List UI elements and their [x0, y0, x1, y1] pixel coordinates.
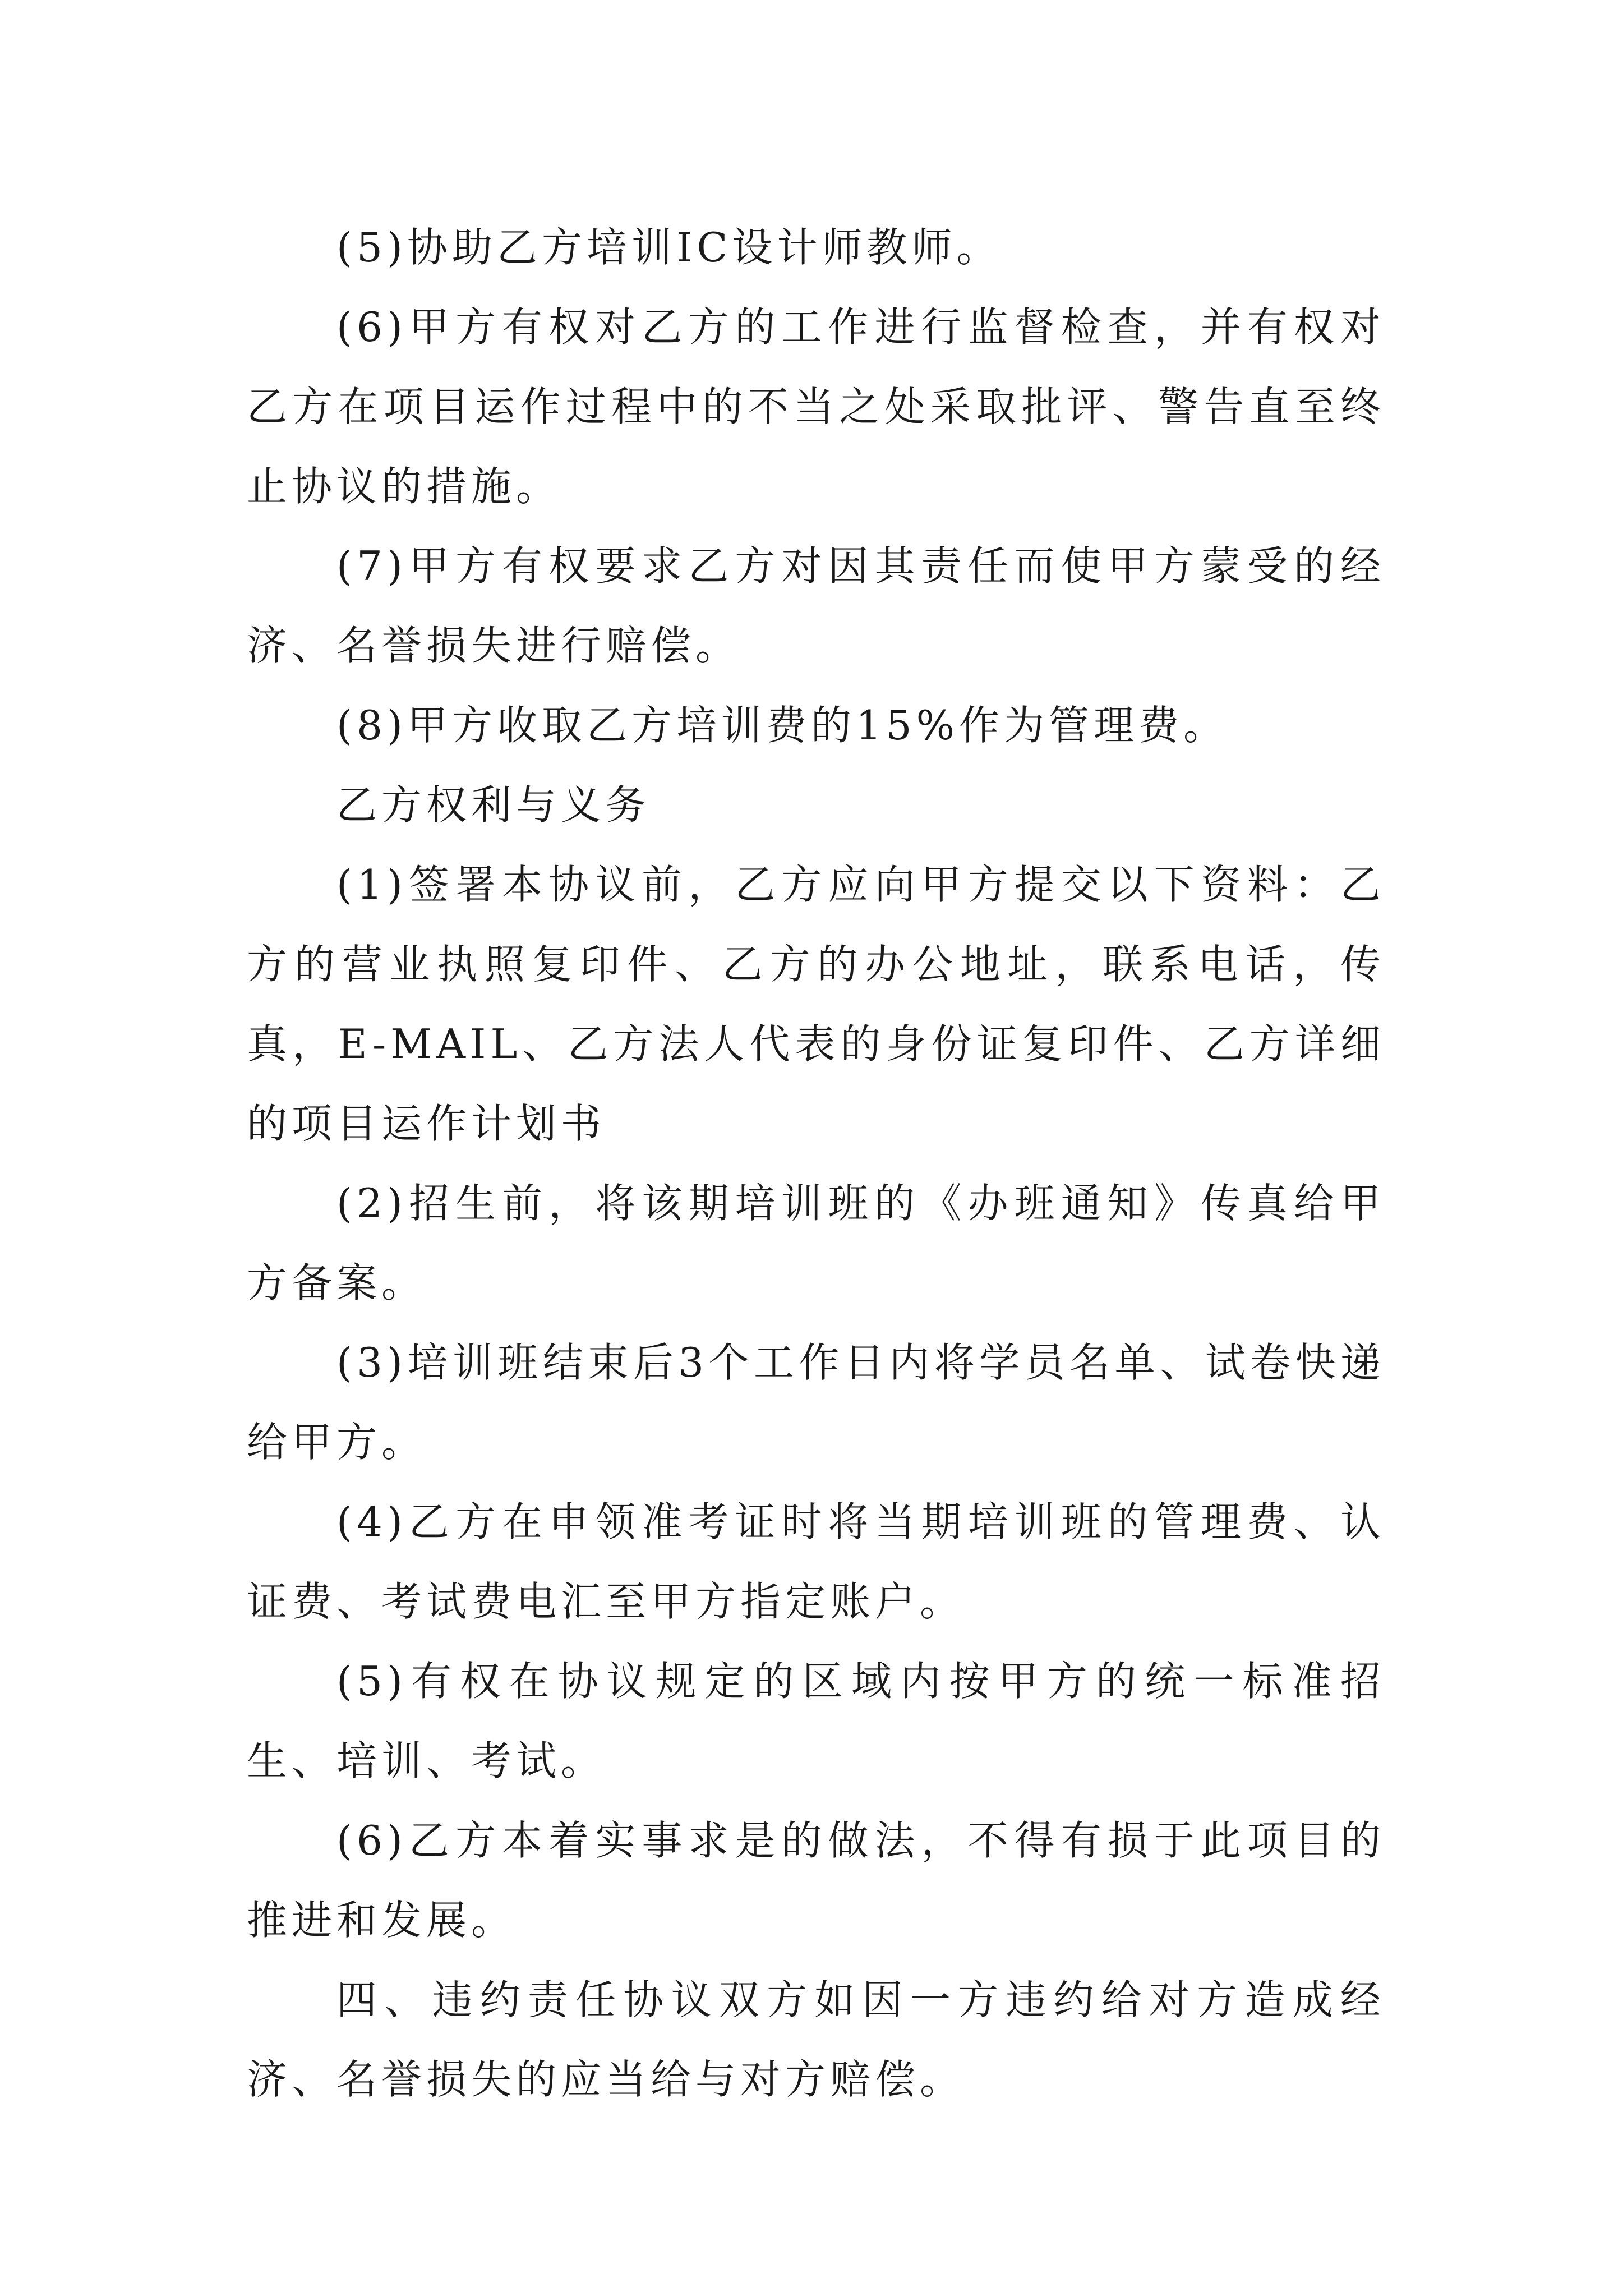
- paragraph-party-a-item-7: (7)甲方有权要求乙方对因其责任而使甲方蒙受的经济、名誉损失进行赔偿。: [247, 542, 1385, 669]
- paragraph-party-b-item-3: (3)培训班结束后3个工作日内将学员名单、试卷快递给甲方。: [247, 1339, 1385, 1466]
- document-body: [247, 208, 1385, 2119]
- paragraph-party-b-item-6: (6)乙方本着实事求是的做法，不得有损于此项目的推进和发展。: [247, 1817, 1385, 1944]
- paragraph-party-a-item-5: (5)协助乙方培训IC设计师教师。: [336, 224, 1002, 271]
- paragraph-party-b-item-4: (4)乙方在申领准考证时将当期培训班的管理费、认证费、考试费电汇至甲方指定账户。: [247, 1498, 1385, 1625]
- paragraph-party-b-item-5: (5)有权在协议规定的区域内按甲方的统一标准招生、培训、考试。: [247, 1658, 1385, 1784]
- paragraph-party-b-item-1: (1)签署本协议前，乙方应向甲方提交以下资料：乙方的营业执照复印件、乙方的办公地址，联系电话，传真，E-MAIL、乙方法人代表的身份证复印件、乙方详细的项目运作计划书: [247, 861, 1385, 1147]
- paragraph-party-a-item-6: (6)甲方有权对乙方的工作进行监督检查，并有权对乙方在项目运作过程中的不当之处采取批评、警告直至终止协议的措施。: [247, 303, 1385, 510]
- paragraph-breach-liability: 四、违约责任协议双方如因一方违约给对方造成经济、名誉损失的应当给与对方赔偿。: [247, 1976, 1385, 2103]
- paragraph-party-a-item-8: (8)甲方收取乙方培训费的15%作为管理费。: [336, 702, 1229, 749]
- section-heading-party-b: 乙方权利与义务: [336, 781, 651, 829]
- paragraph-party-b-item-2: (2)招生前，将该期培训班的《办班通知》传真给甲方备案。: [247, 1180, 1385, 1306]
